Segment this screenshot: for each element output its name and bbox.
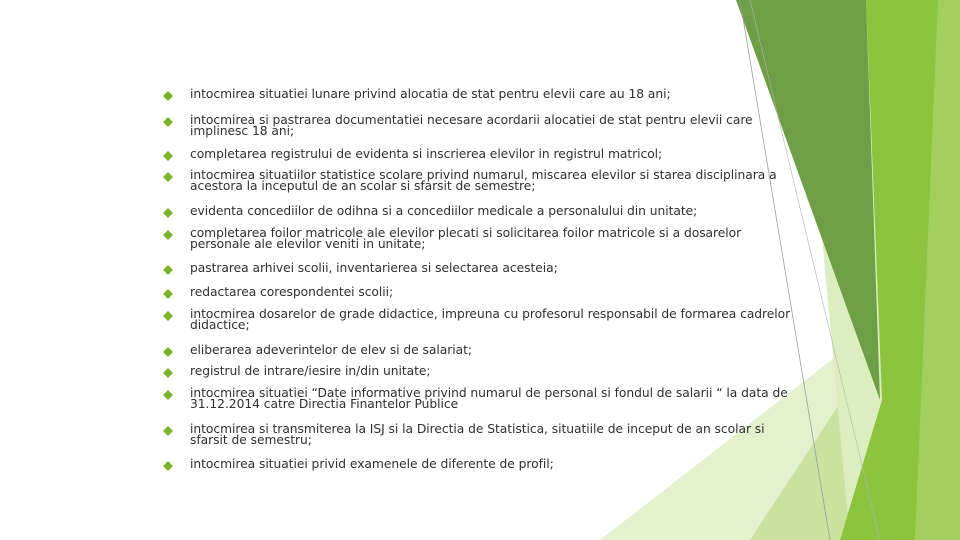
list-item-text: intocmirea situatiei privid examenele de diferente de profil;: [190, 457, 554, 471]
diamond-icon: [163, 230, 173, 240]
list-item-text: completarea registrului de evidenta si inscrierea elevilor in registrul matricol;: [190, 147, 663, 161]
diamond-icon: [163, 265, 173, 275]
diamond-icon: [163, 426, 173, 436]
list-item-text: intocmirea si pastrarea documentatiei necesare acordarii alocatiei de stat pentru elevii care implinesc 18 ani;: [190, 113, 753, 138]
diamond-icon: [163, 208, 173, 218]
list-item-text: intocmirea si transmiterea la ISJ si la Directia de Statistica, situatiile de inceput de an scolar si sfarsit de semestru;: [190, 422, 765, 447]
list-item-text: pastrarea arhivei scolii, inventarierea si selectarea acesteia;: [190, 261, 558, 275]
list-item-text: intocmirea situatiilor statistice scolare privind numarul, miscarea elevilor si starea disciplinara a acestora la inceputul de an scolar si sfarsit de semestre;: [190, 168, 777, 193]
diamond-icon: [163, 347, 173, 357]
diamond-icon: [163, 461, 173, 471]
list-item-text: redactarea corespondentei scolii;: [190, 285, 394, 299]
list-item-text: intocmirea situatiei “Date informative privind numarul de personal si fondul de salarii “ la data de 31.12.2014 catre Directia Finantelor Publice: [190, 386, 788, 411]
list-item-text: evidenta concediilor de odihna si a concediilor medicale a personalului din unitate;: [190, 204, 698, 218]
diamond-icon: [163, 368, 173, 378]
diamond-icon: [163, 289, 173, 299]
diamond-icon: [163, 91, 173, 101]
list-item-text: registrul de intrare/iesire in/din unitate;: [190, 364, 431, 378]
list-item-text: intocmirea dosarelor de grade didactice, impreuna cu profesorul responsabil de formarea cadrelor didactice;: [190, 307, 791, 332]
diamond-icon: [163, 311, 173, 321]
list-item-text: completarea foilor matricole ale elevilor plecati si solicitarea foilor matricole si a dosarelor personale ale elevilor veniti in unitate;: [190, 226, 742, 251]
diamond-icon: [163, 390, 173, 400]
diamond-icon: [163, 117, 173, 127]
list-item-text: eliberarea adeverintelor de elev si de salariat;: [190, 343, 472, 357]
list-item-text: intocmirea situatiei lunare privind alocatia de stat pentru elevii care au 18 ani;: [190, 87, 671, 101]
diamond-icon: [163, 172, 173, 182]
diamond-icon: [163, 151, 173, 161]
